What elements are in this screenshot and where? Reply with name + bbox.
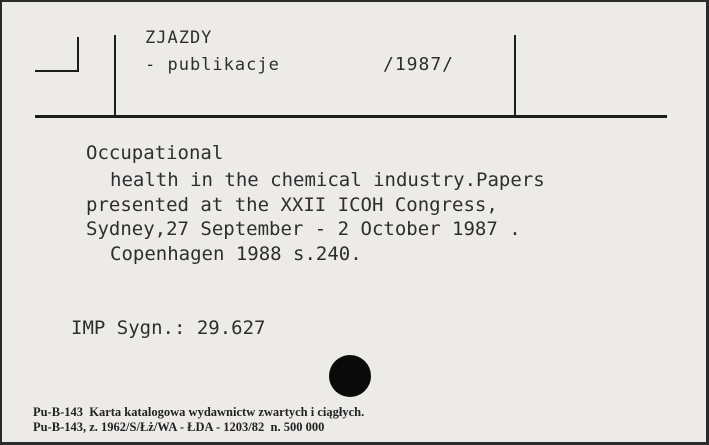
header-bottom-rule <box>35 115 667 118</box>
header-left-divider <box>114 35 116 116</box>
header-corner-tick <box>77 37 79 72</box>
footer-line-2: Pu-B-143, z. 1962/S/Łż/WA - ŁDA - 1203/82 n. 500 000 <box>33 420 325 434</box>
heading-year: /1987/ <box>383 54 455 75</box>
footer-line-1: Pu-B-143 Karta katalogowa wydawnictw zwartych i ciągłych. <box>33 405 365 419</box>
header-corner-rule <box>35 70 79 72</box>
entry-line-3: presented at the XXII ICOH Congress, <box>86 194 498 216</box>
entry-line-2: health in the chemical industry.Papers <box>110 169 545 191</box>
catalog-card <box>2 2 706 442</box>
heading-category: ZJAZDY <box>145 28 213 48</box>
heading-subcategory: - publikacje <box>145 55 280 75</box>
entry-line-5: Copenhagen 1988 s.240. <box>110 243 362 265</box>
punch-hole <box>329 355 371 397</box>
call-number: IMP Sygn.: 29.627 <box>71 317 266 339</box>
header-right-divider <box>514 35 516 116</box>
entry-line-4: Sydney,27 September - 2 October 1987 . <box>86 218 521 240</box>
entry-title: Occupational <box>86 142 224 164</box>
